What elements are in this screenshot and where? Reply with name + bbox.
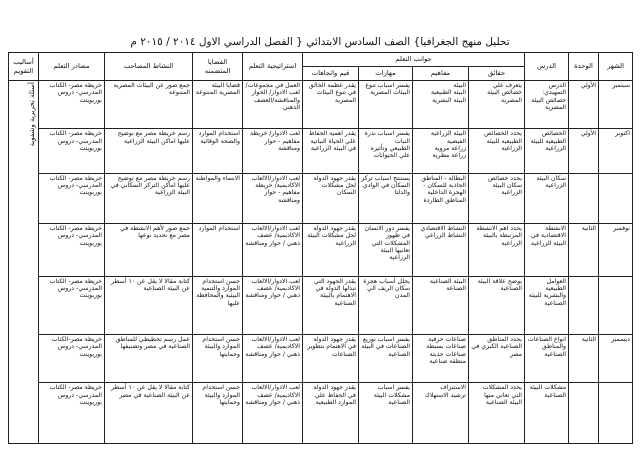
concepts-cell: البيئة الزراعية الفيضية زراعة مروية زراعة مطرية bbox=[413, 129, 469, 173]
table-row bbox=[9, 383, 633, 444]
sources-cell: خريطة مصر- الكتاب المدرسي- دروس بوربوينت bbox=[39, 224, 105, 276]
concepts-cell: صناعات حرفية صناعات بسيطة صناعات حديثة منطقة صناعية bbox=[413, 335, 469, 383]
unit-cell bbox=[569, 276, 599, 334]
month-cell bbox=[599, 173, 633, 223]
header-values: قيم واتجاهات bbox=[303, 67, 359, 81]
assessment-text: أسئلة تحريرية وشفوية bbox=[27, 82, 36, 147]
issues-cell: حسن استخدام الموارد والبيئة وحمايتها bbox=[193, 383, 243, 444]
header-unit: الوحدة bbox=[569, 53, 599, 81]
activity-cell: رسم خريطة مصر مع توضيح عليها اماكن التركز السكاني في البيئة الزراعية bbox=[105, 173, 193, 223]
header-lesson: الدرس bbox=[525, 53, 569, 81]
issues-cell: استخدام الموارد bbox=[193, 224, 243, 276]
header-row bbox=[9, 53, 633, 67]
sources-cell: خريطة مصر- الكتاب المدرسي- دروس بوربوينت bbox=[39, 276, 105, 334]
values-cell: يقدر جهود الدولة في الاهتمام بتطوير الصناعات bbox=[303, 335, 359, 383]
skills-cell: يفسر اسباب تنوع البيئات المصرية bbox=[359, 81, 413, 129]
month-cell bbox=[599, 383, 633, 444]
strategy-cell: لعب الادوار/ خريطة مفاهيم - حوار ومناقشة bbox=[243, 129, 303, 173]
issues-cell: حسن استخدام الموارد والبيئة وحمايتها bbox=[193, 335, 243, 383]
sources-cell: خريطة مصر- الكتاب المدرسي- دروس بوربوينت bbox=[39, 129, 105, 173]
facts-cell: يوضح علاقة البيئة الصناعية bbox=[469, 276, 525, 334]
header-strategy: استراتيجية التعلم bbox=[243, 53, 303, 81]
sources-cell: خريطة مصر-الكتاب المدرسي- دروس بوربوينت bbox=[39, 335, 105, 383]
facts-cell: يحدد المشكلات التي تعاني منها البيئة الصناعية bbox=[469, 383, 525, 444]
header-activity: النشاط المصاحب bbox=[105, 53, 193, 81]
header-skills: مهارات bbox=[359, 67, 413, 81]
lesson-cell: سكان البيئة الزراعية bbox=[525, 173, 569, 223]
header-sources: مصادر التعلم bbox=[39, 53, 105, 81]
header-month: الشهر bbox=[599, 53, 633, 81]
table-row bbox=[9, 173, 633, 223]
lesson-cell: مشكلات البيئة الصناعية bbox=[525, 383, 569, 444]
header-aspects: جوانب التعلم bbox=[303, 53, 525, 67]
month-cell: سبتمبر bbox=[599, 81, 633, 129]
lesson-cell: الانشطة الاقتصادية في البيئة الزراعية bbox=[525, 224, 569, 276]
values-cell: يقدر جهود الدولة لحل مشكلات السكان bbox=[303, 173, 359, 223]
skills-cell: يستنتج اسباب تركز السكان في الوادي والدلتا bbox=[359, 173, 413, 223]
header-facts: حقائق bbox=[469, 67, 525, 81]
lesson-cell: الدرس التمهيدي: خصائص البيئة المصرية bbox=[525, 81, 569, 129]
activity-cell: كتابة مقالا لا يقل عن ١٠ أسطر عن البيئة الصناعية bbox=[105, 276, 193, 334]
unit-cell: الثانية bbox=[569, 335, 599, 383]
activity-cell: جمع صور لأهم الانشطة في مصر مع تحديد نوعها bbox=[105, 224, 193, 276]
table-row bbox=[9, 224, 633, 276]
strategy-cell: لعب الادوار/الالعاب الاكاديمية/ عصف ذهني / حوار ومناقشة bbox=[243, 335, 303, 383]
strategy-cell: لعب الادوار/الالعاب الاكاديمية/ عصف ذهني / حوار ومناقشة bbox=[243, 276, 303, 334]
concepts-cell: البيئة البيئة الطبيعية البيئة البشرية bbox=[413, 81, 469, 129]
strategy-cell: لعب الادوار/الالعاب الاكاديمية/ عصف ذهني / حوار ومناقشة bbox=[243, 383, 303, 444]
facts-cell: يحدد خصائص سكان البيئة الزراعية bbox=[469, 173, 525, 223]
lesson-cell: العوامل الطبيعية والبشرية للبيئة الصناعية bbox=[525, 276, 569, 334]
table-row bbox=[9, 335, 633, 383]
skills-cell: يفسر اسباب ندرة النبات الطبيعي وتأثيره علي الحيوانات bbox=[359, 129, 413, 173]
header-issues: القضايا المتضمنه bbox=[193, 53, 243, 81]
table-row bbox=[9, 129, 633, 173]
lesson-cell: الخصائص الطبيعية للبيئة الزراعية bbox=[525, 129, 569, 173]
unit-cell bbox=[569, 173, 599, 223]
skills-cell: يفسر اسباب توزيع الصناعات في البيئة الصناعية bbox=[359, 335, 413, 383]
issues-cell: الانتماء والمواطنة bbox=[193, 173, 243, 223]
table-row bbox=[9, 276, 633, 334]
curriculum-table bbox=[8, 52, 633, 444]
skills-cell: يفسر دور الانسان في ظهور المشكلات التي تعانيها البيئة الزراعية bbox=[359, 224, 413, 276]
facts-cell: يحدد المناطق الصناعية الكبري في مصر bbox=[469, 335, 525, 383]
activity-cell: جمع صور عن البيئات المصرية المتنوعة bbox=[105, 81, 193, 129]
skills-cell: يفسر اسباب مشكلات البيئة الصناعية bbox=[359, 383, 413, 444]
unit-cell: الأولي bbox=[569, 129, 599, 173]
strategy-cell: لعب الادوار/الالعاب الاكاديمية/ خريطة مفاهيم - حوار ومناقشة bbox=[243, 173, 303, 223]
issues-cell: استخدام الموارد والصحة الوقائية bbox=[193, 129, 243, 173]
unit-cell: الأولي bbox=[569, 81, 599, 129]
values-cell: يقدر جهود الدولة في الحفاظ علي الموارد الطبيعية bbox=[303, 383, 359, 444]
activity-cell: كتابة مقالا لا يقل عن ١٠ أسطر عن البيئة الصناعية في مصر bbox=[105, 383, 193, 444]
issues-cell: حسن استخدام الموارد والتنمية البيئية والمحافظة عليها bbox=[193, 276, 243, 334]
concepts-cell: البطالة - المناطق الجاذبة للسكان - الهجرة الداخلية المناطق الطاردة bbox=[413, 173, 469, 223]
assessment-cell bbox=[9, 81, 39, 444]
values-cell: يقدر الجهود التي تبذلها الدولة في الاهتمام بالبيئة الصناعية bbox=[303, 276, 359, 334]
activity-cell: رسم خريطة مصر مع توضيح عليها اماكن البيئة الزراعية bbox=[105, 129, 193, 173]
strategy-cell: العمل في مجموعات/لعب الادوار/ الحوار والمناقشة/العصف الذهني bbox=[243, 81, 303, 129]
lesson-cell: انواع الصناعات والمناطق الصناعية bbox=[525, 335, 569, 383]
facts-cell: يحدد اهم الانشطة المرتبطة بالبيئة الزراعية bbox=[469, 224, 525, 276]
strategy-cell: لعب الادوار/الالعاب الاكاديمية/ عصف ذهني / حوار ومناقشة bbox=[243, 224, 303, 276]
unit-cell: الثانية bbox=[569, 224, 599, 276]
values-cell: يقدر اهمية الحفاظ علي الحياة النباتية في البيئة الزراعية bbox=[303, 129, 359, 173]
unit-cell bbox=[569, 383, 599, 444]
concepts-cell: الاستنزاف ترشيد الاستهلاك bbox=[413, 383, 469, 444]
sources-cell: خريطة مصر- الكتاب المدرسي- دروس بوربوينت bbox=[39, 383, 105, 444]
month-cell bbox=[599, 276, 633, 334]
facts-cell: يتعرف علي خصائص البيئة المصرية bbox=[469, 81, 525, 129]
header-concepts: مفاهيم bbox=[413, 67, 469, 81]
issues-cell: قضايا البيئة المصرية المتنوعة bbox=[193, 81, 243, 129]
values-cell: يقدر عظمة الخالق في تنوع البيئات المصرية bbox=[303, 81, 359, 129]
sources-cell: خريطة مصر- الكتاب المدرسي- دروس بوربوينت bbox=[39, 173, 105, 223]
page-title: تحليل منهج الجغرافيا} الصف السادس الابتدائي { الفصل الدراسي الاول ٢٠١٤ / ٢٠١٥ م bbox=[130, 36, 510, 48]
concepts-cell: البيئة الصناعية الصناعة bbox=[413, 276, 469, 334]
skills-cell: يحلل أسباب هجرة سكان الريف الي المدن bbox=[359, 276, 413, 334]
facts-cell: يحدد الخصائص الطبيعية للبيئة الزراعية bbox=[469, 129, 525, 173]
month-cell: اكتوبر bbox=[599, 129, 633, 173]
sources-cell: خريطة مصر- الكتاب المدرسي- دروس بوربوينت bbox=[39, 81, 105, 129]
activity-cell: عمل رسم تخطيطي للمناطق الصناعية في مصر وتصنيفها bbox=[105, 335, 193, 383]
month-cell: نوفمبر bbox=[599, 224, 633, 276]
header-assessment: أساليب التقويم bbox=[9, 53, 39, 81]
values-cell: يقدر جهود الدولة لحل مشكلات البيئة الزراعية bbox=[303, 224, 359, 276]
concepts-cell: النشاط الاقتصادي النشاط الزراعي bbox=[413, 224, 469, 276]
table-row bbox=[9, 81, 633, 129]
month-cell: ديسمبر bbox=[599, 335, 633, 383]
